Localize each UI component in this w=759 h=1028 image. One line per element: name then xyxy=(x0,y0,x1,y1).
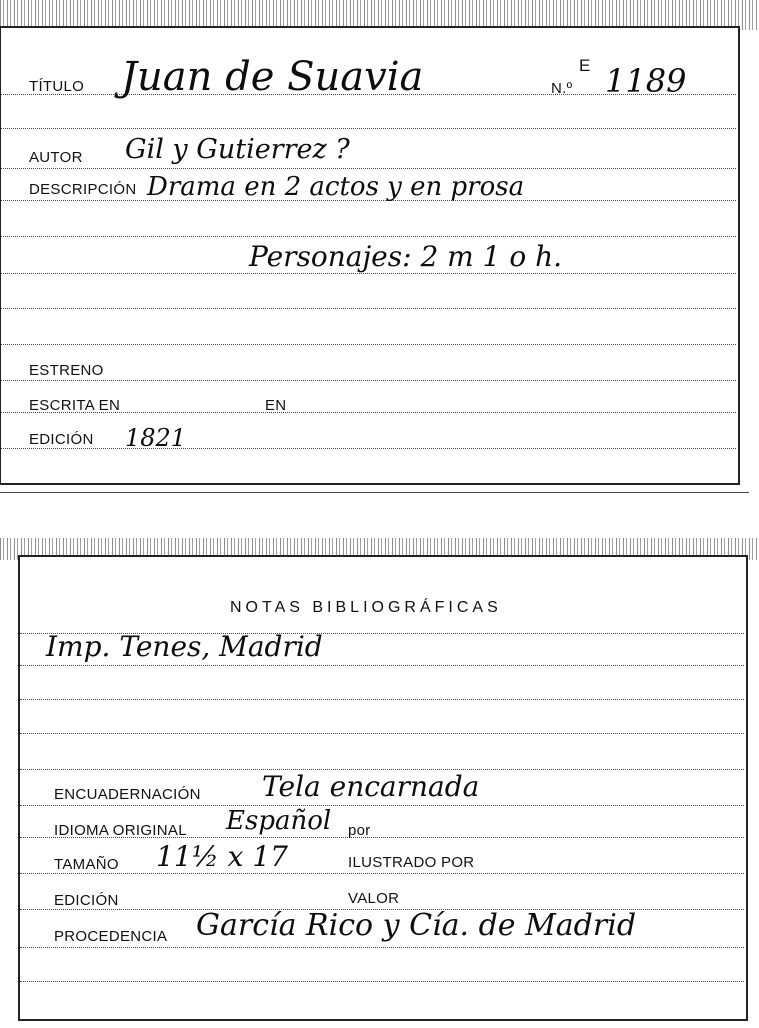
procedencia-label: PROCEDENCIA xyxy=(54,928,168,945)
ruled-line xyxy=(1,236,736,237)
numero-superscript: E xyxy=(579,56,591,75)
por-label: por xyxy=(348,822,371,839)
idioma-value: Español xyxy=(226,806,332,836)
ruled-line xyxy=(20,733,744,734)
ruled-line xyxy=(20,805,744,806)
tamano-value: 11½ x 17 xyxy=(156,840,288,873)
idioma-label: IDIOMA ORIGINAL xyxy=(54,822,187,839)
ruled-line xyxy=(1,308,736,309)
procedencia-value: García Rico y Cía. de Madrid xyxy=(196,908,637,943)
numero-value: 1189 xyxy=(605,62,687,100)
ruled-line xyxy=(20,873,744,874)
ruled-line xyxy=(1,128,736,129)
escrita-label: ESCRITA EN xyxy=(29,397,121,414)
ruled-line xyxy=(20,665,744,666)
estreno-label: ESTRENO xyxy=(29,362,104,379)
catalog-card-front xyxy=(0,26,740,485)
ruled-line xyxy=(1,168,736,169)
autor-label: AUTOR xyxy=(29,149,83,166)
descripcion-label: DESCRIPCIÓN xyxy=(29,181,137,198)
autor-value: Gil y Gutierrez ? xyxy=(125,134,350,165)
encuadernacion-value: Tela encarnada xyxy=(262,770,480,803)
card-separator xyxy=(0,492,749,493)
tamano-label: TAMAÑO xyxy=(54,856,119,873)
ruled-line xyxy=(20,947,744,948)
edicion2-label: EDICIÓN xyxy=(54,892,119,909)
edicion-label: EDICIÓN xyxy=(29,431,94,448)
titulo-value: Juan de Suavia xyxy=(121,54,424,100)
valor-label: VALOR xyxy=(348,890,400,907)
ruled-line xyxy=(1,380,736,381)
ruled-line xyxy=(20,699,744,700)
titulo-label: TÍTULO xyxy=(29,78,85,95)
ilustrado-label: ILUSTRADO POR xyxy=(348,854,475,871)
encuadernacion-label: ENCUADERNACIÓN xyxy=(54,786,201,803)
notas-heading: NOTAS BIBLIOGRÁFICAS xyxy=(230,599,502,616)
edicion-value: 1821 xyxy=(125,424,187,452)
ruled-line xyxy=(1,273,736,274)
numero-label: N.º xyxy=(551,80,573,97)
descripcion-value: Drama en 2 actos y en prosa xyxy=(147,172,525,202)
ruled-line xyxy=(20,981,744,982)
en-label: EN xyxy=(265,397,287,414)
notes-value: Imp. Tenes, Madrid xyxy=(46,630,323,663)
ruled-line xyxy=(1,448,736,449)
personajes-value: Personajes: 2 m 1 o h. xyxy=(249,240,563,273)
ruled-line xyxy=(1,344,736,345)
